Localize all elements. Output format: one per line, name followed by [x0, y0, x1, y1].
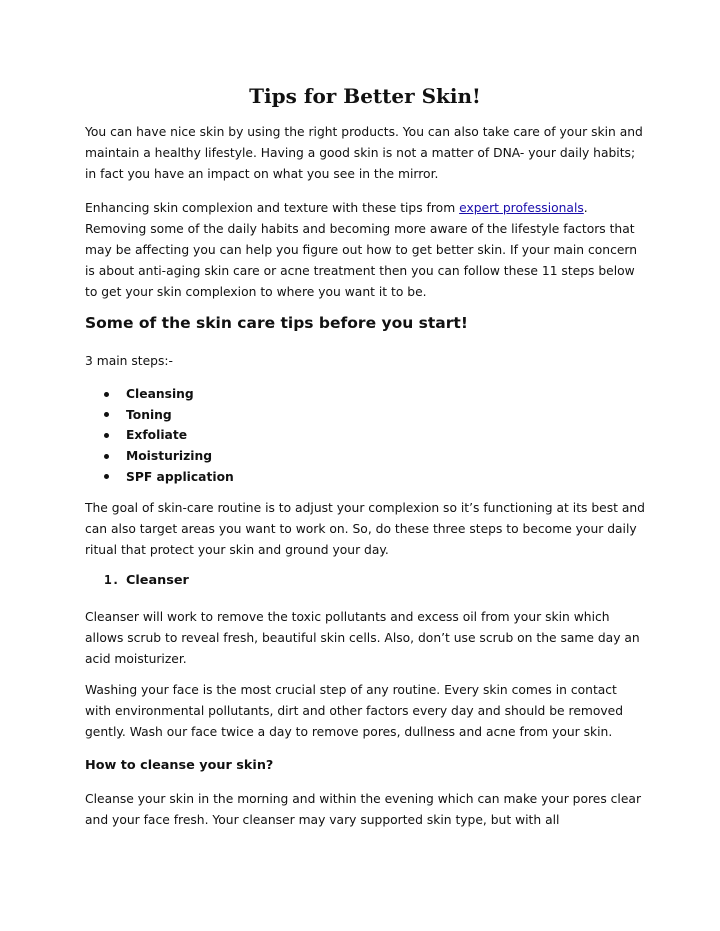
- enhancing-paragraph-start: Enhancing skin complexion and texture with these tips from: [85, 201, 460, 215]
- list-item: [104, 384, 234, 405]
- goal-paragraph: The goal of skin-care routine is to adjust your complexion so it’s functioning at its best and can also target areas you want to work on. So, do these three steps to become your daily ritual that protect your skin and ground your day.: [85, 501, 645, 557]
- bullet-icon: [104, 433, 109, 438]
- how-to-cleanse-heading: How to cleanse your skin?: [85, 758, 274, 773]
- enhancing-paragraph-rest: . Removing some of the daily habits and becoming more aware of the lifestyle factors that may be affecting you can help you figure out how to get better skin. If your main concern is about anti-aging skin care or acne treatment then you can follow these 11 steps below to get your skin complexion to where you want it to be.: [85, 201, 638, 299]
- bullet-icon: [104, 392, 109, 397]
- document-title: Tips for Better Skin!: [249, 84, 481, 108]
- step-label: Cleansing: [126, 387, 194, 401]
- list-item: [104, 446, 234, 467]
- section-heading: Some of the skin care tips before you start!: [85, 314, 468, 332]
- cleanser-paragraph: Cleanser will work to remove the toxic pollutants and excess oil from your skin which allows scrub to reveal fresh, beautiful skin cells. Also, don’t use scrub on the same day an acid moisturizer.: [85, 610, 640, 666]
- washing-paragraph: Washing your face is the most crucial step of any routine. Every skin comes in contact with environmental pollutants, dirt and other factors every day and should be removed gently. Wash our face twice a day to remove pores, dullness and acne from your skin.: [85, 683, 624, 739]
- intro-paragraph: You can have nice skin by using the right products. You can also take care of your skin and maintain a healthy lifestyle. Having a good skin is not a matter of DNA- your daily habits; in fact you have an impact on what you see in the mirror.: [85, 125, 643, 181]
- step-label: SPF application: [126, 469, 234, 484]
- enhancing-paragraph: [85, 198, 645, 303]
- bullet-icon: [104, 412, 109, 417]
- cleanser-heading-number: 1.: [104, 573, 120, 588]
- list-item: [104, 405, 234, 426]
- step-label: Moisturizing: [126, 449, 213, 464]
- cleanser-heading-label: Cleanser: [126, 573, 189, 588]
- step-label: Toning: [126, 407, 172, 422]
- step-label: Exfoliate: [126, 428, 188, 443]
- list-item: [104, 467, 234, 488]
- steps-list: [104, 384, 234, 487]
- steps-intro: 3 main steps:-: [85, 354, 173, 368]
- list-item: [104, 425, 234, 446]
- bullet-icon: [104, 474, 109, 479]
- expert-professionals-link[interactable]: expert professionals: [459, 201, 584, 215]
- how-to-cleanse-paragraph: Cleanse your skin in the morning and within the evening which can make your pores clear and your face fresh. Your cleanser may vary supported skin type, but with all: [85, 792, 642, 827]
- bullet-icon: [104, 454, 109, 459]
- cleanser-heading: [104, 573, 189, 588]
